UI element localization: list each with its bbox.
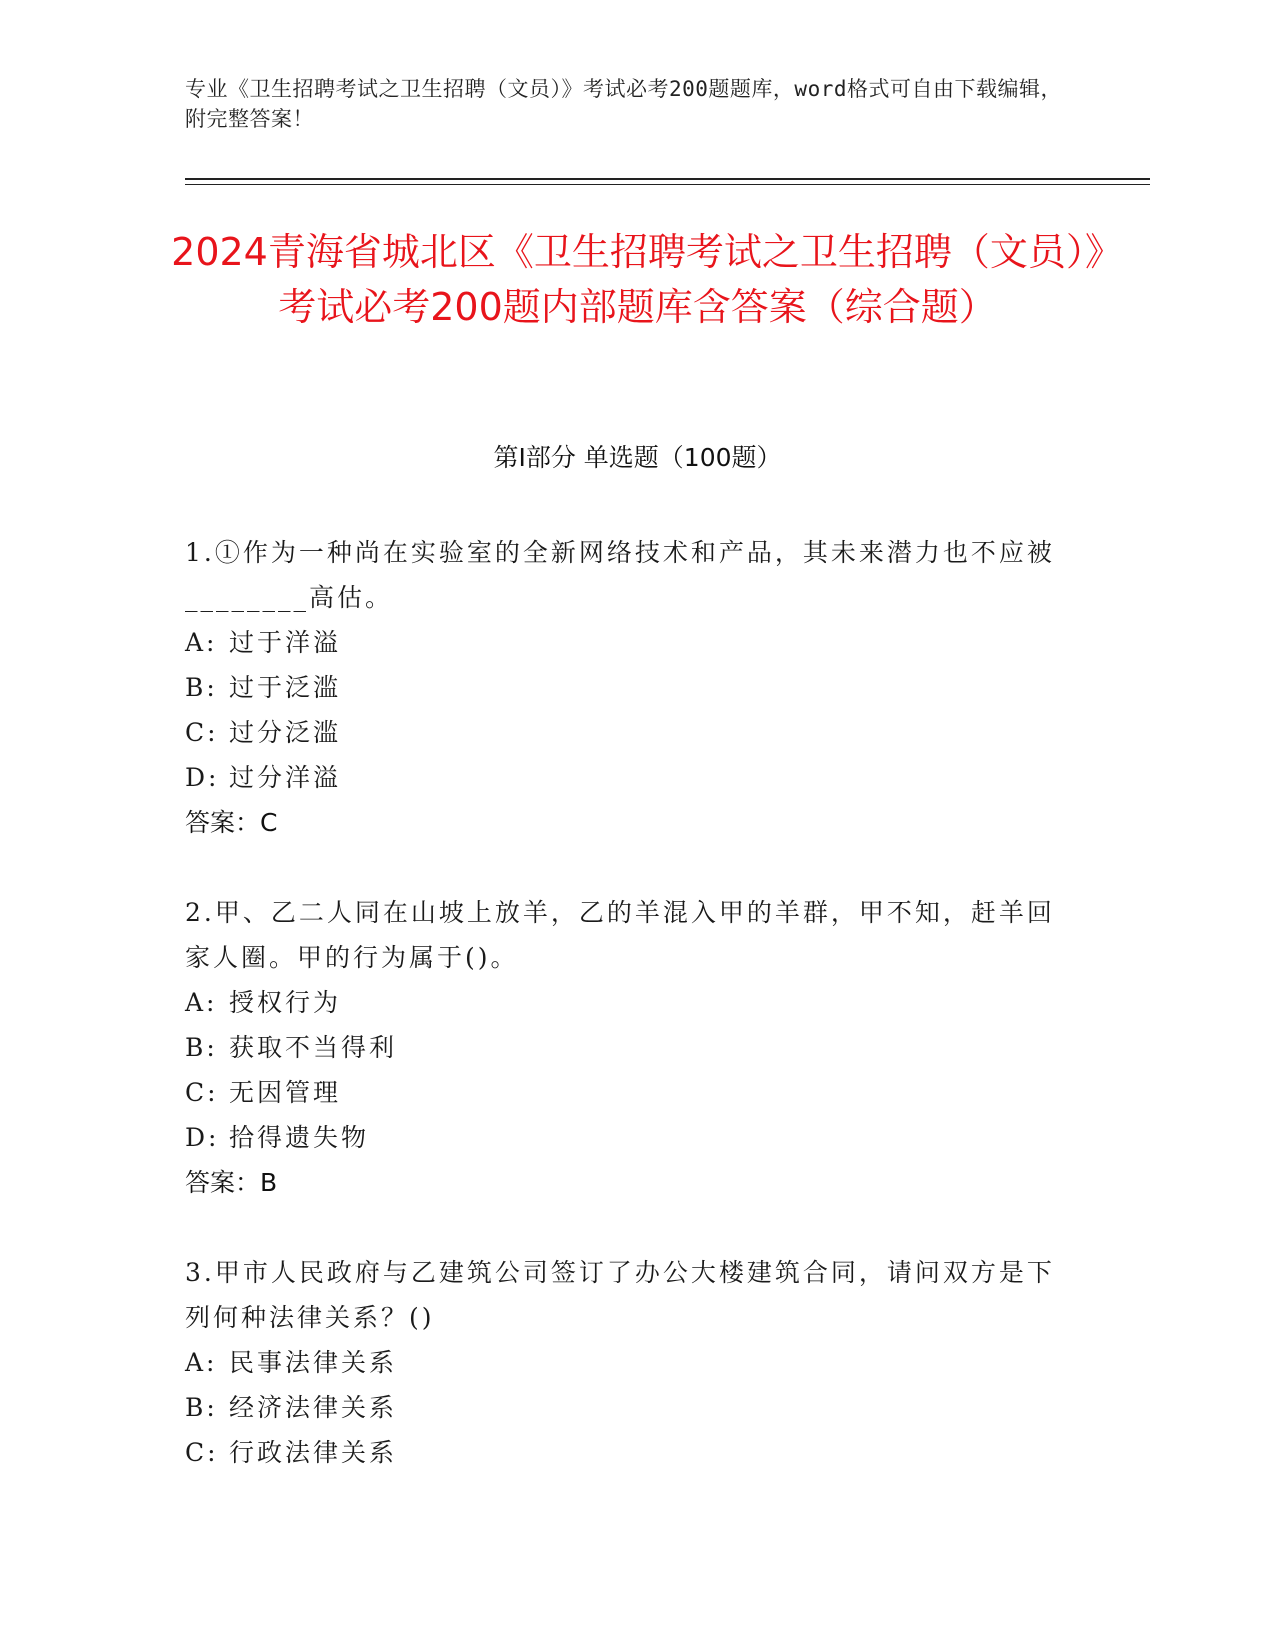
option-text: 授权行为	[229, 988, 342, 1017]
option-text: 行政法律关系	[229, 1438, 398, 1467]
option-text: 获取不当得利	[229, 1033, 398, 1062]
option-a	[185, 620, 1055, 665]
section-heading: 第Ⅰ部分 单选题（100题）	[493, 443, 782, 472]
option-c	[185, 1070, 1055, 1115]
option-text: 过分洋溢	[229, 763, 342, 792]
option-letter: A:	[185, 988, 218, 1017]
option-letter: B:	[185, 1393, 218, 1422]
option-letter: A:	[185, 628, 218, 657]
header-rule-thick	[185, 178, 1150, 180]
option-text: 过于洋溢	[229, 628, 342, 657]
option-a	[185, 980, 1055, 1025]
option-letter: A:	[185, 1348, 218, 1377]
option-letter: B:	[185, 1033, 218, 1062]
header-note: 专业《卫生招聘考试之卫生招聘（文员）》考试必考200题题库，word格式可自由下载编辑，附完整答案！	[185, 77, 1062, 131]
option-d	[185, 1115, 1055, 1160]
question-list	[185, 530, 1055, 1520]
option-b	[185, 1025, 1055, 1070]
option-d	[185, 755, 1055, 800]
question-item	[185, 530, 1055, 845]
option-letter: C:	[185, 718, 219, 747]
option-letter: D:	[185, 763, 220, 792]
question-item	[185, 890, 1055, 1205]
option-letter: C:	[185, 1078, 219, 1107]
question-stem: 1.①作为一种尚在实验室的全新网络技术和产品，其未来潜力也不应被________高估。	[185, 538, 1055, 612]
option-a	[185, 1340, 1055, 1385]
option-letter: D:	[185, 1123, 220, 1152]
option-letter: B:	[185, 673, 218, 702]
option-text: 过于泛滥	[229, 673, 342, 702]
header-rule-thin	[185, 184, 1150, 185]
question-stem: 3.甲市人民政府与乙建筑公司签订了办公大楼建筑合同，请问双方是下列何种法律关系？()	[185, 1258, 1055, 1332]
option-c	[185, 710, 1055, 755]
answer-line: 答案：C	[185, 808, 278, 837]
option-b	[185, 665, 1055, 710]
option-c	[185, 1430, 1055, 1475]
option-letter: C:	[185, 1438, 219, 1467]
option-text: 无因管理	[229, 1078, 342, 1107]
option-text: 民事法律关系	[229, 1348, 398, 1377]
answer-line: 答案：B	[185, 1168, 278, 1197]
question-item	[185, 1250, 1055, 1475]
question-stem: 2.甲、乙二人同在山坡上放羊，乙的羊混入甲的羊群，甲不知，赶羊回家人圈。甲的行为属于()。	[185, 898, 1055, 972]
option-text: 经济法律关系	[229, 1393, 398, 1422]
option-b	[185, 1385, 1055, 1430]
option-text: 拾得遗失物	[229, 1123, 370, 1152]
option-text: 过分泛滥	[229, 718, 342, 747]
document-title: 2024青海省城北区《卫生招聘考试之卫生招聘（文员）》考试必考200题内部题库含答案（综合题）	[171, 230, 1104, 329]
